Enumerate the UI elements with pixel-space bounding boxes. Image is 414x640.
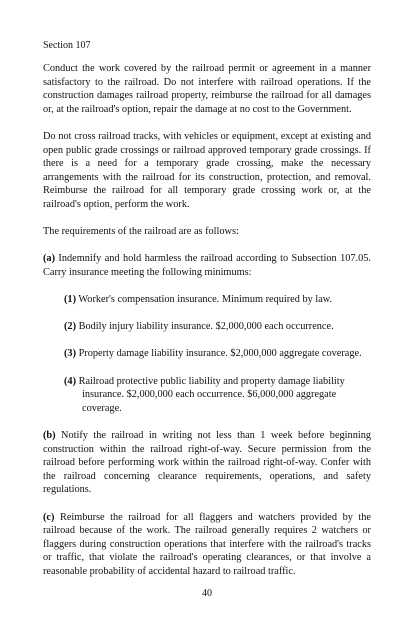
insurance-item-label: (3) bbox=[64, 348, 77, 360]
requirement-a-label: (a) bbox=[43, 253, 56, 265]
requirement-b-text: Notify the railroad in writing not less than 1 week before beginning construction within the railroad right-of-way. Secure permission from the railroad before performing work within the railroad right-of-way. Confer with the railroad concerning clearance requirements, operations, and safety regulations. bbox=[43, 430, 371, 496]
requirement-a bbox=[43, 252, 371, 279]
requirement-c-label: (c) bbox=[43, 511, 55, 523]
insurance-item-text: Railroad protective public liability and property damage liability insurance. $2,000,000 each occurrence. $6,000,000 aggregate coverage. bbox=[76, 375, 345, 414]
requirement-c-text: Reimburse the railroad for all flaggers and watchers provided by the railroad because of the work. The railroad generally requires 2 watchers or flaggers during construction operations that interfere with the railroad's tracks or traffic, that violate the railroad's operating clearances, or that involve a reasonable probability of accidental hazard to railroad traffic. bbox=[43, 511, 371, 577]
requirement-a-text: Indemnify and hold harmless the railroad according to Subsection 107.05. Carry insurance meeting the following minimums: bbox=[43, 253, 371, 278]
insurance-item-text: Property damage liability insurance. $2,000,000 aggregate coverage. bbox=[76, 348, 362, 360]
insurance-item-text: Worker's compensation insurance. Minimum required by law. bbox=[76, 294, 333, 306]
insurance-item-label: (2) bbox=[64, 321, 77, 333]
insurance-item-3 bbox=[64, 347, 371, 361]
insurance-list bbox=[64, 293, 371, 415]
requirement-b-label: (b) bbox=[43, 430, 56, 442]
paragraph-requirements-intro: The requirements of the railroad are as follows: bbox=[43, 226, 239, 238]
insurance-item-label: (1) bbox=[64, 294, 77, 306]
insurance-item-label: (4) bbox=[64, 375, 77, 387]
section-header: Section 107 bbox=[43, 40, 91, 51]
paragraph-grade-crossings: Do not cross railroad tracks, with vehicles or equipment, except at existing and open public grade crossings or railroad approved temporary grade crossings. If there is a need for a temporary grade crossing, make the necessary arrangements with the railroad for its construction, protection, and removal. Reimburse the railroad for all temporary grade crossing work or, at the railroad's option, perform the work. bbox=[43, 130, 371, 210]
page-number: 40 bbox=[202, 588, 212, 599]
paragraph-railroad-permit: Conduct the work covered by the railroad permit or agreement in a manner satisfactory to the railroad. Do not interfere with railroad operations. If the construction damages railroad property, reimburse the railroad for all damages or, at the railroad's option, repair the damage at no cost to the Government. bbox=[43, 63, 371, 115]
insurance-item-text: Bodily injury liability insurance. $2,000,000 each occurrence. bbox=[76, 321, 334, 333]
insurance-item-2 bbox=[64, 320, 371, 334]
insurance-item-1 bbox=[64, 293, 371, 307]
requirement-c bbox=[43, 511, 371, 579]
page-body bbox=[43, 62, 371, 592]
requirement-b bbox=[43, 429, 371, 497]
insurance-item-4 bbox=[64, 375, 371, 416]
